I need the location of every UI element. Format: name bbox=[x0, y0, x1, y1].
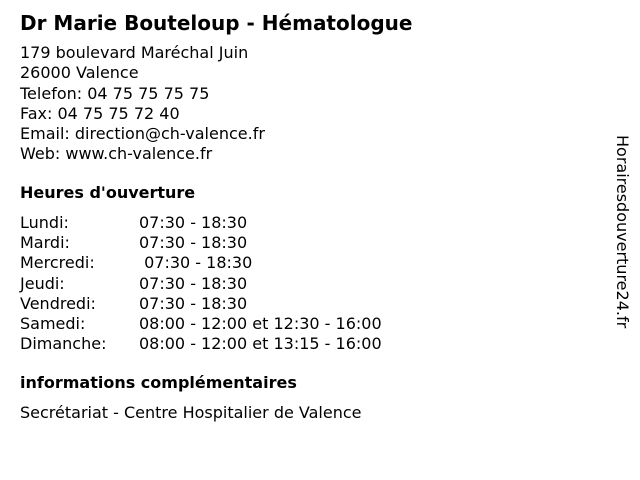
time-value: 08:00 - 12:00 et 13:15 - 16:00 bbox=[139, 334, 382, 354]
hours-heading: Heures d'ouverture bbox=[20, 183, 196, 202]
time-value: 07:30 - 18:30 bbox=[139, 213, 248, 232]
day-label: Dimanche: bbox=[20, 334, 107, 354]
contact-block bbox=[20, 43, 265, 165]
hours-row-thursday bbox=[20, 274, 382, 294]
day-label: Mercredi: bbox=[20, 253, 95, 273]
hours-row-tuesday bbox=[20, 233, 382, 253]
email-line: Email: direction@ch-valence.fr bbox=[20, 124, 265, 144]
hours-row-saturday bbox=[20, 314, 382, 334]
time-value: 07:30 - 18:30 bbox=[139, 233, 248, 253]
address-city: 26000 Valence bbox=[20, 63, 139, 83]
fax-line: Fax: 04 75 75 72 40 bbox=[20, 103, 180, 123]
web-line: Web: www.ch-valence.fr bbox=[20, 144, 213, 164]
info-heading: informations complémentaires bbox=[20, 373, 297, 392]
day-label: Lundi: bbox=[20, 213, 69, 232]
page-title: Dr Marie Bouteloup - Hématologue bbox=[20, 11, 413, 35]
hours-row-friday bbox=[20, 294, 382, 314]
info-text: Secrétariat - Centre Hospitalier de Valence bbox=[20, 403, 362, 422]
hours-row-wednesday bbox=[20, 253, 382, 273]
opening-hours-table bbox=[20, 213, 382, 354]
time-value: 07:30 - 18:30 bbox=[139, 293, 248, 313]
day-label: Mardi: bbox=[20, 233, 70, 253]
site-watermark: Horairesdouverture24.fr bbox=[613, 135, 632, 329]
time-value: 07:30 - 18:30 bbox=[139, 253, 253, 273]
day-label: Vendredi: bbox=[20, 293, 96, 313]
time-value: 07:30 - 18:30 bbox=[139, 273, 248, 293]
hours-row-sunday bbox=[20, 334, 382, 354]
address-street: 179 boulevard Maréchal Juin bbox=[20, 43, 249, 62]
hours-row-monday bbox=[20, 213, 382, 233]
phone-line: Telefon: 04 75 75 75 75 bbox=[20, 83, 210, 103]
day-label: Samedi: bbox=[20, 314, 86, 334]
time-value: 08:00 - 12:00 et 12:30 - 16:00 bbox=[139, 314, 382, 334]
day-label: Jeudi: bbox=[20, 273, 65, 293]
